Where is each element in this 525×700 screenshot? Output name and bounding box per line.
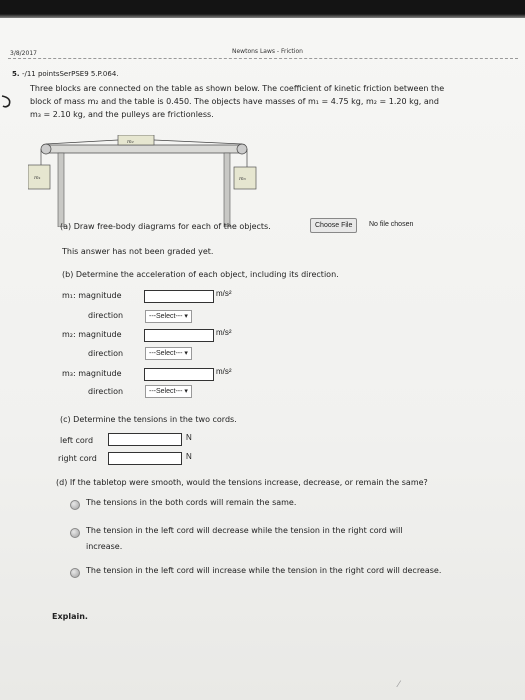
question-index: 5. <box>12 70 20 78</box>
block-m2 <box>118 135 154 145</box>
m1-magnitude-input[interactable] <box>144 290 214 303</box>
m3-magnitude-input[interactable] <box>144 368 214 381</box>
grading-status: This answer has not been graded yet. <box>62 247 214 256</box>
cord-left-horizontal <box>46 140 118 144</box>
option-left-decrease-label: The tension in the left cord will decrease while the tension in the right cord will <box>86 526 403 535</box>
m2-direction-select[interactable] <box>145 347 192 360</box>
explain-label: Explain. <box>52 612 88 621</box>
pulley-diagram <box>28 135 258 227</box>
m3-unit: m/s² <box>216 367 232 376</box>
option-remain-same-radio[interactable] <box>70 500 80 510</box>
part-a-prompt: (a) Draw free-body diagrams for each of the objects. <box>60 222 271 231</box>
question-points: -/11 pointsSerPSE9 5.P.064. <box>21 70 119 78</box>
pen-mark-icon: ⁄ <box>398 680 400 690</box>
label-m1: m₁ <box>34 175 41 181</box>
problem-line-3: m₃ = 2.10 kg, and the pulleys are frictionless. <box>30 110 214 119</box>
header-divider <box>8 58 518 59</box>
m2-magnitude-label: m₂: magnitude <box>62 330 122 339</box>
m3-direction-value: ---Select--- <box>149 388 183 395</box>
pulley-left <box>41 144 51 154</box>
right-cord-input[interactable] <box>108 452 182 465</box>
part-c-prompt: (c) Determine the tensions in the two cords. <box>60 415 237 424</box>
cord-right-horizontal <box>154 140 242 144</box>
problem-line-1: Three blocks are connected on the table as shown below. The coefficient of kinetic friction between the <box>30 84 445 93</box>
table-top <box>48 145 240 153</box>
right-cord-label: right cord <box>58 454 97 463</box>
table-leg-left <box>58 153 64 227</box>
part-d-prompt: (d) If the tabletop were smooth, would the tensions increase, decrease, or remain the same? <box>56 478 428 487</box>
left-cord-unit: N <box>186 433 192 442</box>
file-status: No file chosen <box>369 221 414 228</box>
option-remain-same-label: The tensions in the both cords will remain the same. <box>86 498 297 507</box>
question-number <box>12 70 119 78</box>
choose-file-button[interactable]: Choose File <box>310 218 357 233</box>
m1-unit: m/s² <box>216 289 232 298</box>
m1-magnitude-label: m₁: magnitude <box>62 291 122 300</box>
curl-mark-icon <box>0 94 14 108</box>
pulley-right <box>237 144 247 154</box>
option-left-increase-label: The tension in the left cord will increase while the tension in the right cord will decrease. <box>86 566 442 575</box>
problem-line-2: block of mass m₂ and the table is 0.450. The objects have masses of m₁ = 4.75 kg, m₂ = 1.20 kg, and <box>30 97 439 106</box>
table-leg-right <box>224 153 230 227</box>
m1-direction-select[interactable] <box>145 310 192 323</box>
option-left-decrease-radio[interactable] <box>70 528 80 538</box>
option-left-increase-radio[interactable] <box>70 568 80 578</box>
m3-magnitude-label: m₃: magnitude <box>62 369 122 378</box>
problem-statement <box>30 82 500 121</box>
print-date: 3/8/2017 <box>10 50 37 57</box>
chevron-down-icon: ▾ <box>184 313 188 320</box>
m3-direction-select[interactable] <box>145 385 192 398</box>
chevron-down-icon: ▾ <box>184 350 188 357</box>
m1-direction-label: direction <box>88 311 124 320</box>
part-b-prompt: (b) Determine the acceleration of each object, including its direction. <box>62 270 339 279</box>
left-cord-label: left cord <box>60 436 94 445</box>
m2-magnitude-input[interactable] <box>144 329 214 342</box>
m1-direction-value: ---Select--- <box>149 313 183 320</box>
chevron-down-icon: ▾ <box>184 388 188 395</box>
m2-direction-label: direction <box>88 349 124 358</box>
left-cord-input[interactable] <box>108 433 182 446</box>
option-left-decrease-label-cont: increase. <box>86 542 123 551</box>
right-cord-unit: N <box>186 452 192 461</box>
m2-direction-value: ---Select--- <box>149 350 183 357</box>
assignment-title: Newtons Laws - Friction <box>232 48 303 55</box>
label-m2: m₂ <box>127 139 134 145</box>
m2-unit: m/s² <box>216 328 232 337</box>
m3-direction-label: direction <box>88 387 124 396</box>
label-m3: m₃ <box>239 176 246 182</box>
